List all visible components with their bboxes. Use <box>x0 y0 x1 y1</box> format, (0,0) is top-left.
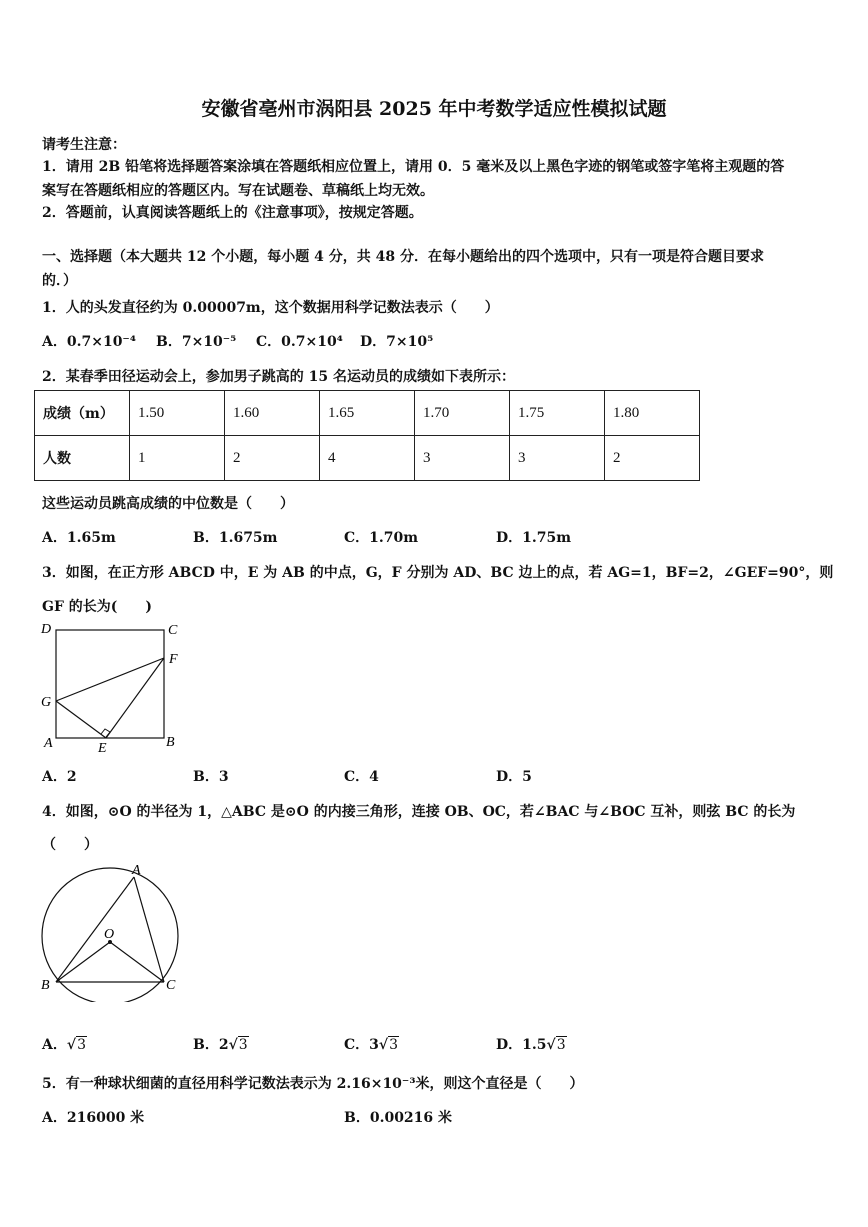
label-a: A <box>132 863 141 878</box>
segment-ge <box>56 701 106 738</box>
table-cell: 1.75 <box>510 391 605 436</box>
label-d: D <box>41 622 52 637</box>
q4-circle-figure <box>36 862 196 1002</box>
label-c: C <box>168 623 178 638</box>
q4-option-c[interactable] <box>344 1034 399 1054</box>
table-cell: 1.50 <box>130 391 225 436</box>
table-cell: 2 <box>605 436 700 481</box>
label-o: O <box>104 927 115 942</box>
square-abcd <box>56 630 164 738</box>
q5-option-b[interactable]: B．0.00216 米 <box>344 1110 453 1126</box>
table-cell: 1.80 <box>605 391 700 436</box>
sqrt-sign: √3 <box>546 1037 566 1053</box>
label-c: C <box>166 978 176 993</box>
table-cell: 3 <box>510 436 605 481</box>
table-cell: 4 <box>320 436 415 481</box>
q3-stem-cont: GF 的长为( ) <box>42 599 153 615</box>
label-b: B <box>41 978 50 993</box>
table-row-head: 人数 <box>35 436 130 481</box>
q2-option-b[interactable]: B．1.675m <box>193 530 278 546</box>
q1-option-a[interactable]: A．0.7×10⁻⁴ <box>42 334 136 350</box>
q2-option-c[interactable]: C．1.70m <box>344 530 419 546</box>
q1-option-c[interactable]: C．0.7×10⁴ <box>256 334 343 350</box>
option-prefix: B．2 <box>193 1037 229 1053</box>
q5-stem: 5．有一种球状细菌的直径用科学记数法表示为 2.16×10⁻³米，则这个直径是（ ） <box>42 1076 584 1092</box>
notice-line1a: 1．请用 2B 铅笔将选择题答案涂填在答题纸相应位置上，请用 0．5 毫米及以上黑色字迹的钢笔或签字笔将主观题的答 <box>42 159 785 175</box>
q3-option-c[interactable]: C．4 <box>344 769 379 785</box>
option-prefix: D．1.5 <box>496 1037 547 1053</box>
q2-option-d[interactable]: D．1.75m <box>496 530 572 546</box>
q3-option-d[interactable]: D．5 <box>496 769 532 785</box>
q2-option-a[interactable]: A．1.65m <box>42 530 116 546</box>
table-cell: 1.70 <box>415 391 510 436</box>
section-heading-cont: 的．） <box>42 273 77 289</box>
q4-option-d[interactable] <box>496 1034 567 1054</box>
q4-stem: 4．如图，⊙O 的半径为 1，△ABC 是⊙O 的内接三角形，连接 OB、OC，若∠BAC 与∠BOC 互补，则弦 BC 的长为 <box>42 804 796 820</box>
table-cell: 1.60 <box>225 391 320 436</box>
chord-ab <box>56 877 134 982</box>
label-g: G <box>41 695 52 710</box>
table-row <box>35 436 700 481</box>
q2-question: 这些运动员跳高成绩的中位数是（ ） <box>42 496 294 512</box>
q2-stem: 2．某春季田径运动会上，参加男子跳高的 15 名运动员的成绩如下表所示： <box>42 369 515 385</box>
sqrt-sign: √3 <box>66 1037 86 1053</box>
q1-stem: 1．人的头发直径约为 0.00007m，这个数据用科学记数法表示（ ） <box>42 300 499 316</box>
q4-stem-cont: （ ） <box>42 837 98 853</box>
q2-score-table <box>34 390 700 481</box>
radicand: 3 <box>238 1037 248 1053</box>
notice-line1b: 案写在答题纸相应的答题区内。写在试题卷、草稿纸上均无效。 <box>42 183 434 199</box>
sqrt-sign: √3 <box>378 1037 399 1053</box>
segment-ob <box>56 942 110 982</box>
q1-option-b[interactable]: B．7×10⁻⁵ <box>156 334 237 350</box>
table-cell: 1.65 <box>320 391 415 436</box>
label-e: E <box>98 741 107 756</box>
q3-stem: 3．如图，在正方形 ABCD 中，E 为 AB 的中点，G，F 分别为 AD、BC 边上的点，若 AG=1，BF=2，∠GEF=90°，则 <box>42 565 834 581</box>
segment-oc <box>110 942 164 982</box>
q1-option-d[interactable]: D．7×10⁵ <box>360 334 434 350</box>
q4-option-b[interactable] <box>193 1034 249 1054</box>
label-b: B <box>166 735 175 750</box>
q3-option-a[interactable]: A．2 <box>42 769 77 785</box>
section-heading: 一、选择题（本大题共 12 个小题，每小题 4 分，共 48 分．在每小题给出的四个选项中，只有一项是符合题目要求 <box>42 249 764 265</box>
table-cell: 1 <box>130 436 225 481</box>
radicand: 3 <box>556 1037 566 1053</box>
q3-square-figure <box>36 618 186 758</box>
sqrt-sign: √3 <box>228 1037 248 1053</box>
table-row-head: 成绩（m） <box>35 391 130 436</box>
radicand: 3 <box>77 1037 86 1053</box>
chord-ac <box>134 877 164 982</box>
notice-heading: 请考生注意： <box>42 137 126 153</box>
option-prefix: C．3 <box>344 1037 379 1053</box>
label-f: F <box>169 652 178 667</box>
table-cell: 2 <box>225 436 320 481</box>
page-title: 安徽省亳州市涡阳县 2025 年中考数学适应性模拟试题 <box>201 98 667 120</box>
table-row <box>35 391 700 436</box>
radicand: 3 <box>389 1037 399 1053</box>
q5-option-a[interactable]: A．216000 米 <box>42 1110 145 1126</box>
q3-option-b[interactable]: B．3 <box>193 769 229 785</box>
notice-line2: 2．答题前，认真阅读答题纸上的《注意事项》，按规定答题。 <box>42 205 423 221</box>
label-a: A <box>44 736 53 751</box>
q4-option-a[interactable] <box>42 1034 87 1054</box>
table-cell: 3 <box>415 436 510 481</box>
option-prefix: A． <box>42 1037 67 1053</box>
